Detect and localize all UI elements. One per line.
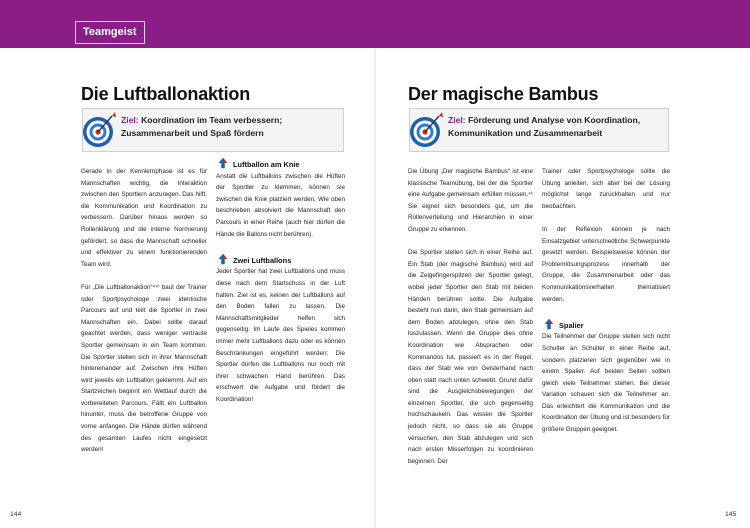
variation-title: Luftballon am Knie (233, 160, 300, 169)
chapter-tab: Teamgeist (75, 21, 145, 44)
arrow-variation-icon (216, 156, 230, 170)
right-goal-box (409, 108, 669, 152)
left-column-1 (81, 166, 207, 467)
arrow-variation-icon (542, 317, 556, 331)
paragraph: Anstatt die Luftballons zwischen die Hüften der Sportler zu klemmen, können sie zwischen die Knie platziert werden. Wie oben beschrieben absolviert die Mannschaft den Parcours in einer Reihe (auch hier dürfen die Hände die Ballons nicht berühren). (216, 172, 345, 238)
page-number-right: 145 (725, 511, 737, 518)
right-column-2 (542, 166, 670, 447)
goal-keyword: Ziel: (121, 115, 139, 125)
variation-heading (542, 317, 670, 332)
goal-line-1: Koordination im Team verbessern; (141, 115, 283, 125)
paragraph: Gerade in der Kennlernphase ist es für Mannschaften wichtig, die Interaktion zwischen den Sportlern anzuregen. Das hilft, die Kommunikation und Koordination zu verbessern. Darüber hinaus werden so Rollenklärung und die interne Normierung gefördert, so dass die Mannschaft schneller und effektiver zu einem funktionierenden Team wird. (81, 168, 207, 268)
paragraph: Die Sportler stellen sich in einer Reihe auf. Ein Stab (der magische Bambus) wird auf die Zeigefingerspitzen der Sportler gelegt, wobei jeder Sportler den Stab mit beiden Händen berühren sollte. Die Aufgabe besteht nun darin, den Stab gemeinsam auf dem Boden abzulegen, ohne den Stab loszulassen. Wenn die Gruppe dies ohne Koordination wie Absprachen oder Kommandos tut, passiert es in der Regel, dass der Stab wie von Geisterhand nach oben statt nach unten schwebt. Grund dafür sind die Ausgleichsbewegungen der einzelnen Sportler, die sich gegenseitig hochschaukeln. Das wissen die Sportler jedoch nicht, so dass sie als Gruppe versuchen, den Stab abzulegen und sich nach ersten Misserfolgen zu koordinieren beginnen. Der (408, 249, 533, 465)
right-title: Der magische Bambus (408, 84, 599, 104)
paragraph: Jeder Sportler hat zwei Luftballons und muss diese nach dem Startschuss in der Luft halten. Ziel ist es, keinen der Luftballons auf den Boden fallen zu lassen. Die Mannschaftsmitglieder helfen sich gegenseitig. Im Laufe des Spieles kommen immer mehr Luftballons dazu oder es können Beschränkungen eingeführt werden; Die Sportler dürfen die Luftballons nur noch mit ihrer schwachen Hand berühren. Das erschwert die Aufgabe und fördert die Koordination! (216, 268, 345, 403)
variation-heading (216, 252, 345, 267)
right-goal-text (448, 114, 640, 140)
paragraph: Die Teilnehmer der Gruppe stellen sich nicht Schulter an Schulter in einer Reihe auf, sondern platzieren sich gegenüber wie in einem Spalier. Auf beiden Seiten sollten gleich viele Teilnehmer stehen. Bei dieser Variation schauen sich die Teilnehmer an. Das erleichtert die Kommunikation und die Koordination der Übung und ist besonders für größere Gruppen geeignet. (542, 333, 670, 434)
right-column-1 (408, 166, 533, 479)
left-goal-text (121, 114, 282, 140)
goal-line-2: Kommunikation und Zusammenarbeit (448, 128, 603, 138)
header-bar (0, 0, 750, 48)
variation-title: Zwei Luftballons (233, 255, 292, 265)
paragraph: Trainer oder Sportpsychologe sollte die Übung anleiten, sich aber bei der Lösung möglichst lange zurückhalten und nur beobachten. (542, 168, 670, 210)
variation-heading (216, 156, 345, 171)
paragraph: In der Reflexion können je nach Einsatzgebiet unterschiedliche Schwerpunkte gesetzt werden. Beispielsweise können der Problemlösungsprozess innerhalb der Gruppe, die Zusammenarbeit oder das Kommunikationsverhalten thematisiert werden. (542, 225, 670, 303)
left-column-2 (216, 156, 345, 417)
left-goal-box (82, 108, 344, 152)
variation-title: Spalier (559, 320, 584, 330)
goal-line-2: Zusammenarbeit und Spaß fördern (121, 128, 264, 138)
arrow-variation-icon (216, 252, 230, 266)
page-gutter (374, 48, 376, 528)
paragraph: Für „Die Luftballonaktion“⁴⁴⁾ baut der Trainer oder Sportpsychologe zwei identische Parcours auf und teilt die Sportler in zwei Mannschaften ein. Dabei sollte darauf geachtet werden, dass weniger vertraute Sportler gemeinsam in ein Team kommen. Die Sportler stellen sich in ihrer Mannschaft hintereinander auf. Zwischen ihre Hüften wird jeweils ein Luftballon geklemmt. Auf ein Startzeichen beginnt ein Wettlauf durch die vorbereiteten Parcours. Fällt ein Luftballon hinunter, muss die betroffene Gruppe von vorne anfangen. Die Hände dürfen während des gesamten Laufes nicht eingesetzt werden! (81, 283, 207, 454)
left-title: Die Luftballonaktion (81, 84, 250, 104)
paragraph: Die Übung „Der magische Bambus“ ist eine klassische Teamübung, bei der die Sportler eine Aufgabe gemeinsam erfüllen müssen.⁴¹ Sie eignet sich besonders gut, um die Rollenverteilung und Hierarchien in einer Gruppe zu erkennen. (408, 168, 533, 233)
dartboard-icon (406, 110, 446, 150)
goal-line-1: Förderung und Analyse von Koordination, (468, 115, 641, 125)
page-number-left: 144 (10, 511, 22, 518)
dartboard-icon (79, 110, 119, 150)
goal-keyword: Ziel: (448, 115, 466, 125)
